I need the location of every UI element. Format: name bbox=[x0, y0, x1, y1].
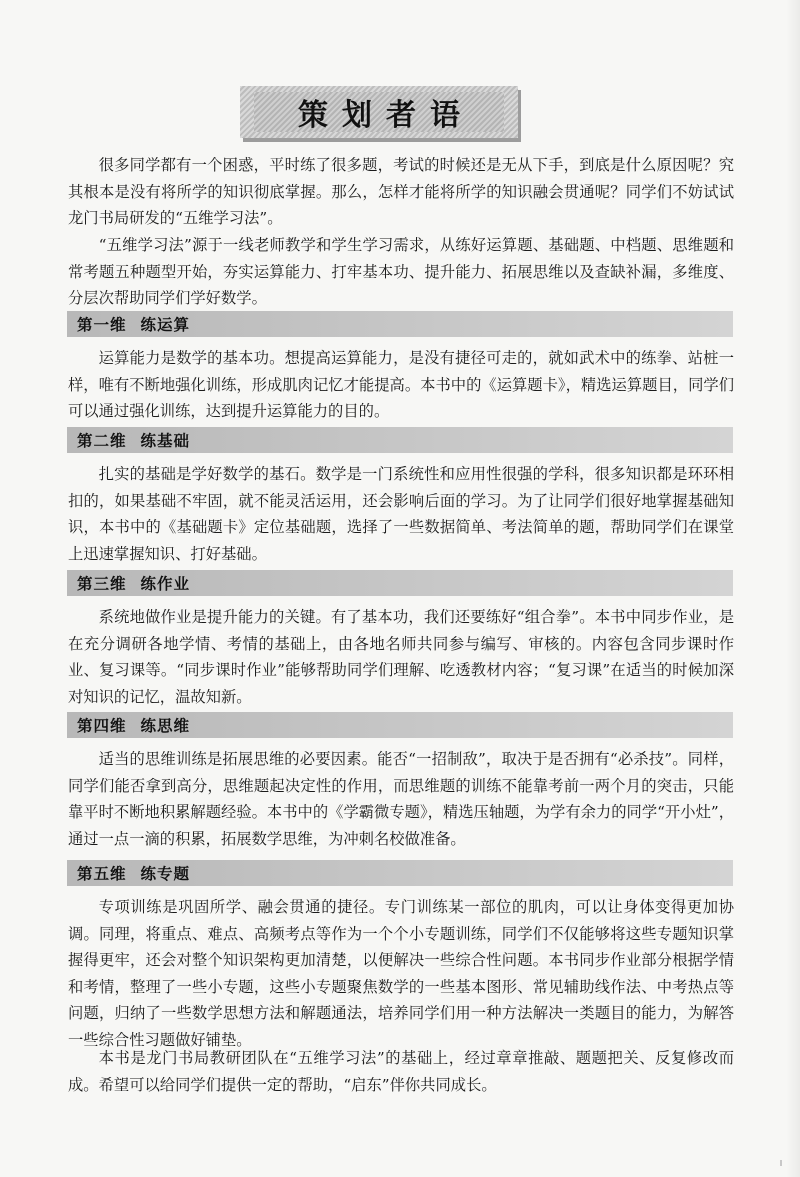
section-5-paragraph: 专项训练是巩固所学、融会贯通的捷径。专门训练某一部位的肌肉，可以让身体变得更加协调。同理，将重点、难点、高频考点等作为一个个小专题训练，同学们不仅能够将这些专题知识掌握得更牢，还会对整个知识架构更加清楚，以便解决一些综合性问题。本书同步作业部分根据学情和考情，整理了一些小专题，这些小专题聚焦数学的一些基本图形、常见辅助线作法、中考热点等问题，归纳了一些数学思想方法和解题通法，培养同学们用一种方法解决一类题目的能力，为解答一些综合性习题做好铺垫。 bbox=[68, 898, 734, 1049]
section-3-label: 第三维 bbox=[77, 575, 127, 593]
section-4-name: 练思维 bbox=[140, 717, 191, 735]
intro-paragraph-2: “五维学习法”源于一线老师教学和学生学习需求，从练好运算题、基础题、中档题、思维题和常考题五种题型开始，夯实运算能力、打牢基本功、提升能力、拓展思维以及查缺补漏，多维度、分层次帮助同学们学好数学。 bbox=[68, 236, 734, 307]
section-header-5-text bbox=[67, 862, 190, 884]
section-header-3-text bbox=[67, 572, 190, 594]
section-4-label: 第四维 bbox=[77, 717, 127, 735]
section-header-1 bbox=[67, 311, 733, 337]
section-4-paragraph: 适当的思维训练是拓展思维的必要因素。能否“一招制敌”，取决于是否拥有“必杀技”。同样，同学们能否拿到高分，思维题起决定性的作用，而思维题的训练不能靠考前一两个月的突击，只能靠平时不断地积累解题经验。本书中的《学霸微专题》，精选压轴题，为学有余力的同学“开小灶”，通过一点一滴的积累，拓展数学思维，为冲刺名校做准备。 bbox=[68, 750, 734, 848]
section-header-1-text bbox=[67, 313, 190, 335]
section-1-label: 第一维 bbox=[77, 316, 127, 334]
section-5-name: 练专题 bbox=[140, 865, 191, 883]
section-3-paragraph: 系统地做作业是提升能力的关键。有了基本功，我们还要练好“组合拳”。本书中同步作业，是在充分调研各地学情、考情的基础上，由各地名师共同参与编写、审核的。内容包含同步课时作业、复习课等。“同步课时作业”能够帮助同学们理解、吃透教材内容；“复习课”在适当的时候加深对知识的记忆，温故知新。 bbox=[68, 608, 734, 706]
section-header-4-text bbox=[67, 714, 190, 736]
section-3-name: 练作业 bbox=[140, 575, 191, 593]
section-header-4 bbox=[67, 712, 733, 738]
page-edge-shadow bbox=[786, 0, 800, 1177]
section-5-label: 第五维 bbox=[77, 865, 127, 883]
title-banner bbox=[240, 86, 518, 138]
section-header-5 bbox=[67, 860, 733, 886]
page-edge-mark bbox=[780, 1160, 782, 1166]
closing-paragraph: 本书是龙门书局教研团队在“五维学习法”的基础上，经过章章推敲、题题把关、反复修改而成。希望可以给同学们提供一定的帮助，“启东”伴你共同成长。 bbox=[68, 1049, 734, 1094]
section-1-name: 练运算 bbox=[140, 316, 191, 334]
page-title: 策划者语 bbox=[298, 98, 474, 133]
title-banner-inner bbox=[254, 92, 504, 132]
section-header-2-text bbox=[67, 429, 190, 451]
section-2-paragraph: 扎实的基础是学好数学的基石。数学是一门系统性和应用性很强的学科，很多知识都是环环相扣的，如果基础不牢固，就不能灵活运用，还会影响后面的学习。为了让同学们很好地掌握基础知识，本书中的《基础题卡》定位基础题，选择了一些数据简单、考法简单的题，帮助同学们在课堂上迅速掌握知识、打好基础。 bbox=[68, 465, 734, 563]
section-2-label: 第二维 bbox=[77, 432, 127, 450]
section-2-name: 练基础 bbox=[140, 432, 191, 450]
section-header-2 bbox=[67, 427, 733, 453]
intro-paragraph-1: 很多同学都有一个困惑，平时练了很多题，考试的时候还是无从下手，到底是什么原因呢？究其根本是没有将所学的知识彻底掌握。那么，怎样才能将所学的知识融会贯通呢？同学们不妨试试龙门书局研发的“五维学习法”。 bbox=[68, 156, 734, 227]
section-header-3 bbox=[67, 570, 733, 596]
section-1-paragraph: 运算能力是数学的基本功。想提高运算能力，是没有捷径可走的，就如武术中的练拳、站桩一样，唯有不断地强化训练，形成肌肉记忆才能提高。本书中的《运算题卡》，精选运算题目，同学们可以通过强化训练，达到提升运算能力的目的。 bbox=[68, 349, 734, 420]
